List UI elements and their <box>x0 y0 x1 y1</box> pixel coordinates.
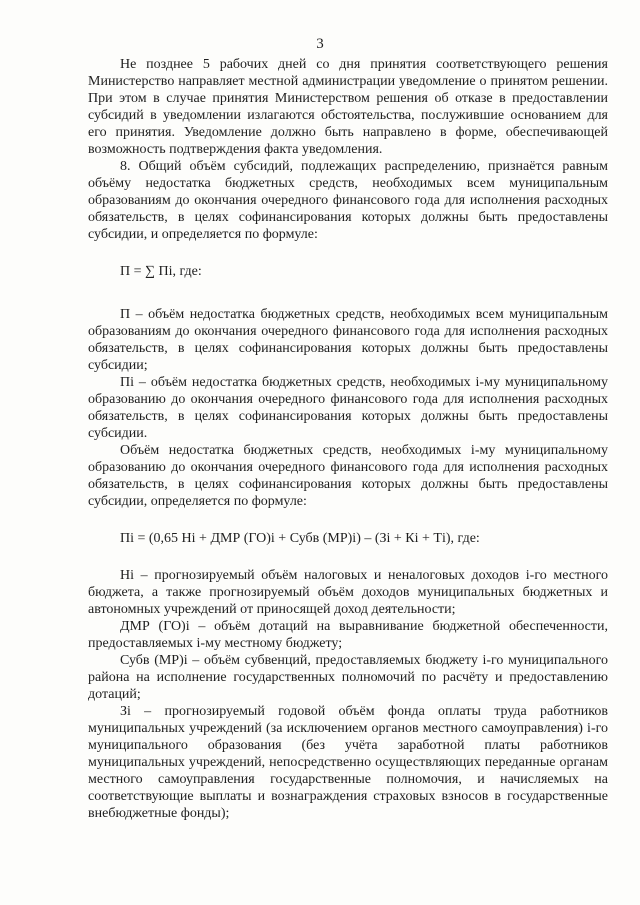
paragraph-clause-8: 8. Общий объём субсидий, подлежащих распределению, признаётся равным объёму недостатка бюджетных средств, необходимых всем муниципальным образованиям до окончания очередного финансового года для исполнения расходных обязательств, в целях софинансирования которых должны быть предоставлены субсидии, и определяется по формуле: <box>88 159 608 242</box>
formula-municipal-shortfall: Пi = (0,65 Нi + ДМР (ГО)i + Субв (МР)i) – (Зi + Кi + Тi), где: <box>120 531 480 546</box>
page-number: 3 <box>316 36 324 52</box>
definition-p: П – объём недостатка бюджетных средств, необходимых всем муниципальным образованиям до окончания очередного финансового года для исполнения расходных обязательств, в целях софинансирования которых должны быть предоставлены субсидии; <box>88 307 608 373</box>
definition-pi: Пi – объём недостатка бюджетных средств, необходимых i-му муниципальному образованию до окончания очередного финансового года для исполнения расходных обязательств, в целях софинансирования которых должны быть предоставлены субсидии. <box>88 375 608 441</box>
definition-dmr: ДМР (ГО)i – объём дотаций на выравнивание бюджетной обеспеченности, предоставляемых i-му местному бюджету; <box>88 619 608 651</box>
definition-zi: Зi – прогнозируемый годовой объём фонда оплаты труда работников муниципальных учреждений (за исключением органов местного самоуправления) i-го муниципального образования (без учёта заработной платы работников муниципальных учреждений, непосредственно осуществляющих переданные органам местного самоуправления государственные полномочия, и начисляемых на соответствующие выплаты и вознаграждения страховых взносов в государственные внебюджетные фонды); <box>88 704 608 821</box>
document-body <box>88 56 608 822</box>
paragraph-notification: Не позднее 5 рабочих дней со дня принятия соответствующего решения Министерство направляет местной администрации уведомление о принятом решении. При этом в случае принятия Министерством решения об отказе в предоставлении субсидий в уведомлении излагаются обстоятельства, послужившие основанием для его принятия. Уведомление должно быть направлено в форме, обеспечивающей возможность подтверждения факта уведомления. <box>88 57 608 157</box>
definition-ni: Нi – прогнозируемый объём налоговых и неналоговых доходов i-го местного бюджета, а также прогнозируемый объём доходов муниципальных бюджетных и автономных учреждений от приносящей доход деятельности; <box>88 568 608 617</box>
definition-subv: Субв (МР)i – объём субвенций, предоставляемых бюджету i-го муниципального района на исполнение государственных полномочий по расчёту и предоставлению дотаций; <box>88 653 608 702</box>
paragraph-shortfall-formula-intro: Объём недостатка бюджетных средств, необходимых i-му муниципальному образованию до окончания очередного финансового года для исполнения расходных обязательств, в целях софинансирования которых должны быть предоставлены субсидии, определяется по формуле: <box>88 443 608 509</box>
formula-total-shortfall: П = ∑ Пi, где: <box>120 264 202 279</box>
